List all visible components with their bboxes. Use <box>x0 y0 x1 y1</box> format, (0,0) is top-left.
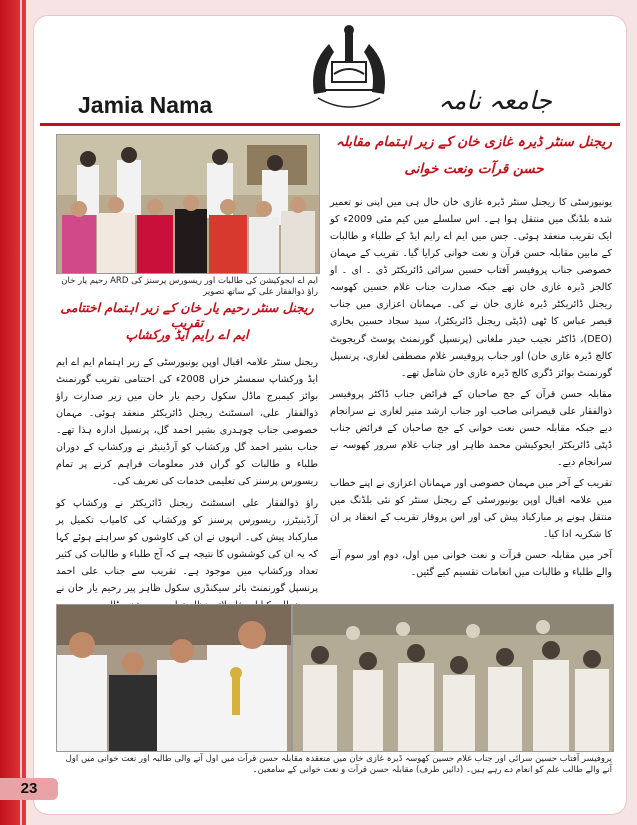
article1-paragraph: تقریب کے آخر میں مہمان خصوصی اور مہمانان اعزازی نے اپنے خطاب میں علامہ اقبال اوپن یونیورسٹی کے ریجنل سنٹر کو نئی بلڈنگ میں منتقل ہونے پر مبارکباد پیش کی اور اس پروقار تقریب کے انعقاد پر ان کا شکریہ ادا کیا۔ <box>330 478 612 541</box>
header-title-english: Jamia Nama <box>78 92 213 118</box>
article1-paragraph: آخر میں مقابلہ حسن قرآت و نعت خوانی میں اول، دوم اور سوم آنے والے طلباء و طالبات میں انعامات تقسیم کیے گئیں۔ <box>330 550 612 579</box>
photo-group-students <box>56 134 320 274</box>
article1-body <box>330 194 612 604</box>
header-rule <box>40 123 620 126</box>
article1-paragraph: مقابلہ حسن قرآن کے جج صاحبان کے فرائض جناب ڈاکٹر پروفیسر ذوالفقار علی قیصرانی صاحب اور جناب ارشد منیر لغاری نے سرانجام دیے جبکہ مقابلہ حسن نعت خوانی کے جج صاحبان کے فرائض جناب ڈپٹی ڈائریکٹر ایجوکیشن محمد طاہر اور جناب غلام سرور کھوسہ نے سرانجام دیے۔ <box>330 388 612 468</box>
photo-award-ceremony <box>56 604 292 752</box>
caption-bottom-photos: پروفیسر آفتاب حسین سرائی اور جناب غلام حسین کھوسہ ڈیرہ غازی خان میں منعقدہ مقابلہ حسن قرآت میں اول آنے والی طالبہ اور نعت خوانی میں اول آنے والے طالب علم کو انعام دے رہے ہیں۔ (دائیں طرف) مقابلہ حسن قرآت و نعت خوانی کے سامعین۔ <box>65 754 612 776</box>
article1-paragraph: یونیورسٹی کا ریجنل سنٹر ڈیرہ غازی خان حال ہی میں اپنی نو تعمیر شدہ بلڈنگ میں منتقل ہوا ہے۔ اس سلسلے میں کیم مئی 2009ء کو ایک تقریب منعقد ہوئی۔ جس میں ایم اے رایم ایڈ کے طلباء و طالبات کے مابین مقابلہ حسن قرآن و نعت خوانی کرایا گیا۔ تقریب کے مہمان خصوصی جناب پروفیسر آفتاب حسین سرائی ڈائریکٹر ڈی ۔ ای ۔ او کالجز ڈیرہ غازی خان تھے جبکہ صدارت جناب غلام حسین کھوسہ ریجنل ڈائریکٹر ڈیرہ غازی خان نے کی۔ مہمانان اعزازی میں جناب قیصر عباس کا ٹھی (ڈپٹی ریجنل ڈائریکٹر)، سید سجاد حسین بخاری (DEO)، ڈاکٹر نجیب حیدر ملغانی (پرنسپل گورنمنٹ پوسٹ گریجویٹ کالج ڈیرہ غازی خان) اور جناب پروفیسر غلام مصطفی لغاری، پرنسپل گورنمنٹ بوائز ڈگری کالج ڈیرہ غازی خان شامل تھے۔ <box>330 197 612 379</box>
article2-paragraph: ریجنل سنٹر علامہ اقبال اوپن یونیورسٹی کے زیر اہتمام ایم اے ایم ایڈ ورکشاپ سمسٹر خزاں 2008ء کی اختتامی تقریب گورنمنٹ بوائز کیمبرج ماڈل سکول رحیم یار خان میں زیر صدارت راؤ ذوالفقار علی، اسسٹنٹ ریجنل ڈائریکٹر منعقد ہوئی۔ مہمان خصوصی جناب چوہدری بشیر احمد گل، پرنسپل ادارہ ہذا تھے۔ جناب بشیر احمد گل ورکشاپ کو آرڈینیٹر نے ورکشاپ کے دوران طلباء و طالبات کو گراں قدر معلومات فراہم کرنے پر تمام ریسورس پرسنز کی تعلیمی خدمات کی تعریف کی۔ <box>56 357 318 488</box>
band-stripe <box>20 0 22 825</box>
magazine-page <box>34 16 626 814</box>
caption-top-photo: ایم اے ایجوکیشن کی طالبات اور ریسورس پرسنز کی ARD رحیم یار خان راؤ ذوالفقار علی کے ساتھ تصویر <box>61 276 318 298</box>
page-header <box>34 88 626 124</box>
page-number: 23 <box>0 778 58 800</box>
article2-headline-line2: ایم اے رایم ایڈ ورکشاپ <box>125 327 249 342</box>
left-color-band <box>0 0 26 825</box>
article2-headline-line1: ریجنل سنٹر رحیم یار خان کے زیر اہتمام اختتامی تقریب <box>60 300 314 330</box>
article1-headline-line1: ریجنل سنٹر ڈیرہ غازی خان کے زیر اہتمام مقابلہ <box>336 134 612 150</box>
header-title-urdu: جامعہ نامہ <box>438 86 552 115</box>
article2-body <box>56 354 318 602</box>
article1-headline-line2: حسن قرآت ونعت خوانی <box>404 161 544 177</box>
article2-paragraph: راؤ ذوالفقار علی اسسٹنٹ ریجنل ڈائریکٹر نے ورکشاپ کو آرڈینیٹرز، ریسورس پرسنز کو ورکشاپ کی کامیاب تکمیل پر مبارکباد پیش کی۔ انہوں نے ان کی کاوشوں کو سراہتے ہوئے کہا کہ یہ ان کی کوششوں کا نتیجہ ہے کہ آج طلباء و طالبات کی کثیر تعداد ورکشاپ میں موجود ہے۔ تقریب سے جناب علی احمد پرنسپل گورنمنٹ بائر سیکنڈری سکول ظاہر پیر رحیم یار خان نے <box>56 497 318 594</box>
photo-audience <box>292 604 614 752</box>
